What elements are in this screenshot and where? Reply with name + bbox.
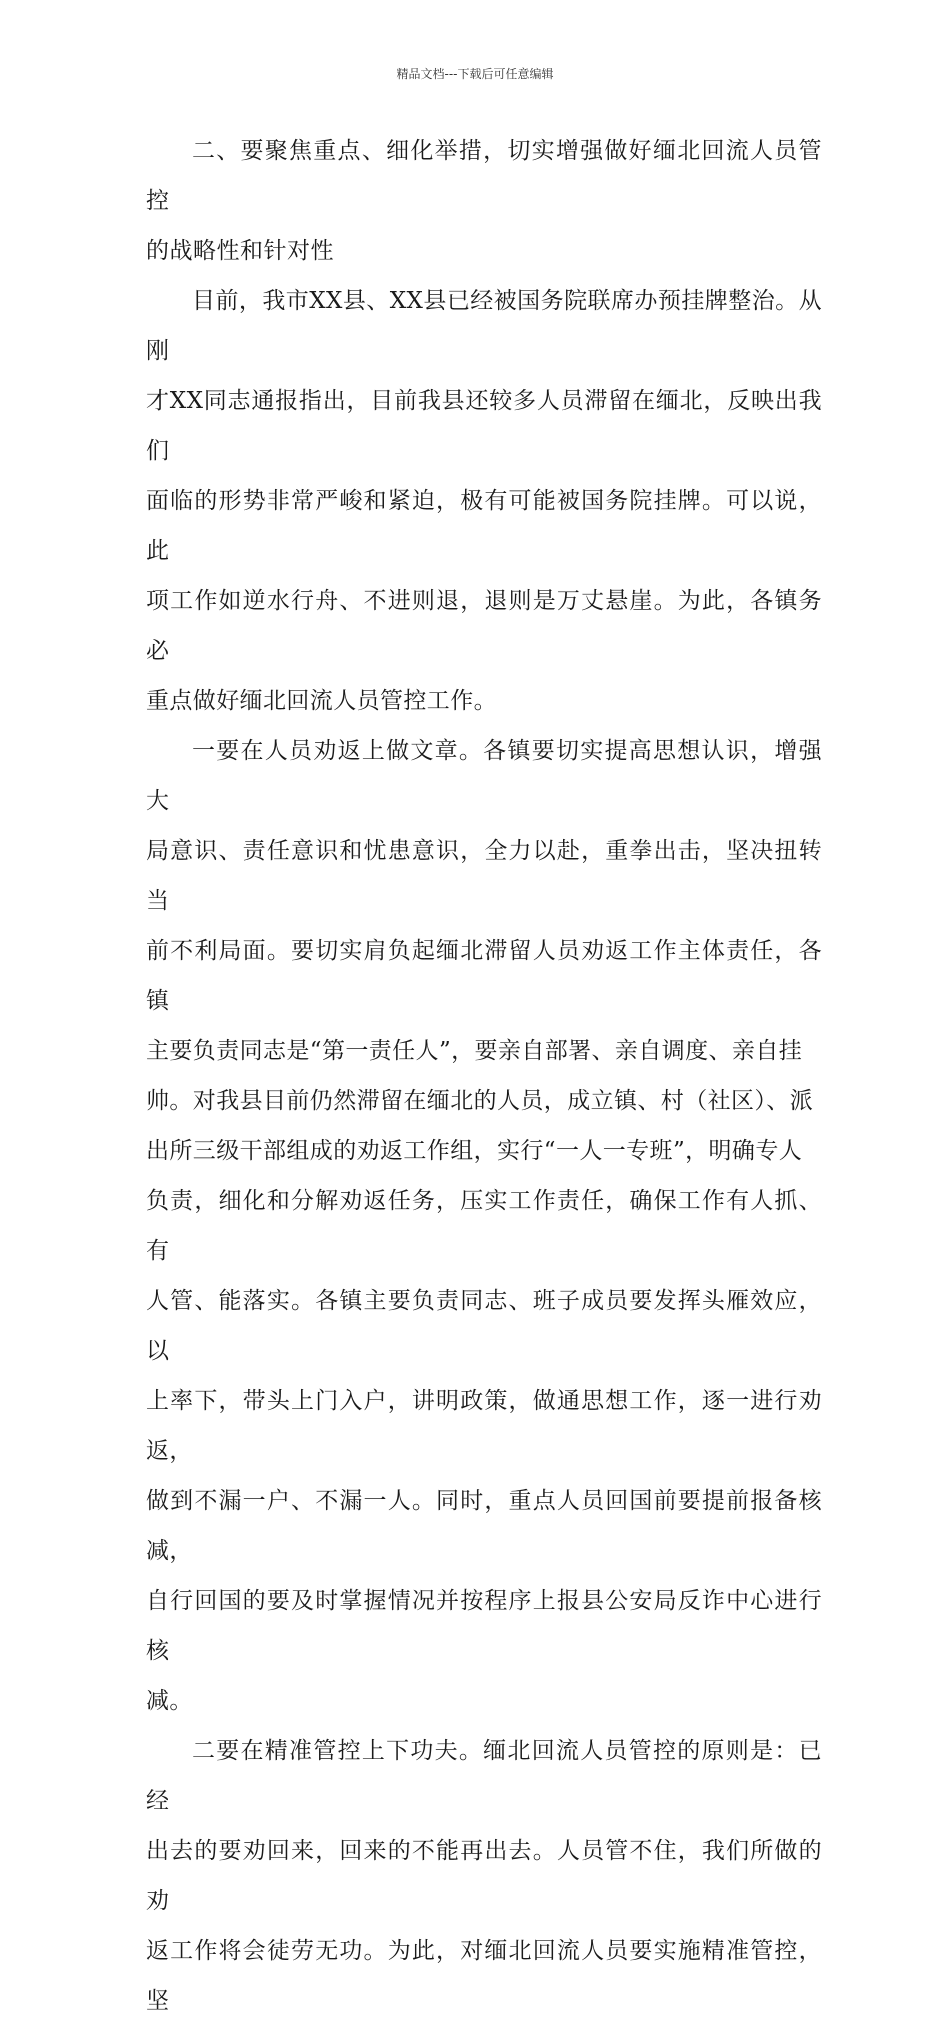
section-heading: 二、要聚焦重点、细化举措，切实增强做好缅北回流人员管控 的战略性和针对性	[146, 138, 822, 264]
body-paragraph: 二要在精准管控上下功夫。缅北回流人员管控的原则是：已经 出去的要劝回来，回来的不能再出去。人员管不住，我们所做的劝 返工作将会徒劳无功。为此，对缅北回流人员要实施精准管控，坚	[146, 1738, 822, 2014]
body-paragraph: 目前，我市XX县、XX县已经被国务院联席办预挂牌整治。从刚 才XX同志通报指出，目前我县还较多人员滞留在缅北，反映出我们 面临的形势非常严峻和紧迫，极有可能被国务院挂牌。可以说，此 项工作如逆水行舟、不进则退，退则是万丈悬崖。为此，各镇务必 重点做好缅北回流人员管控工作。	[146, 288, 822, 714]
page-header: 精品文档---下载后可任意编辑	[396, 67, 554, 81]
body-paragraph: 一要在人员劝返上做文章。各镇要切实提高思想认识，增强大 局意识、责任意识和忧患意识，全力以赴，重拳出击，坚决扭转当 前不利局面。要切实肩负起缅北滞留人员劝返工作主体责任，各镇 主要负责同志是“第一责任人”，要亲自部署、亲自调度、亲自挂 帅。对我县目前仍然滞留在缅北的人员，成立镇、村（社区）、派 出所三级干部组成的劝返工作组，实行“一人一专班”，明确专人 负责，细化和分解劝返任务，压实工作责任，确保工作有人抓、有 人管、能落实。各镇主要负责同志、班子成员要发挥头雁效应，以 上率下，带头上门入户，讲明政策，做通思想工作，逐一进行劝返， 做到不漏一户、不漏一人。同时，重点人员回国前要提前报备核减， 自行回国的要及时掌握情况并按程序上报县公安局反诈中心进行核 减。	[146, 738, 822, 1714]
document-body	[146, 126, 822, 2026]
